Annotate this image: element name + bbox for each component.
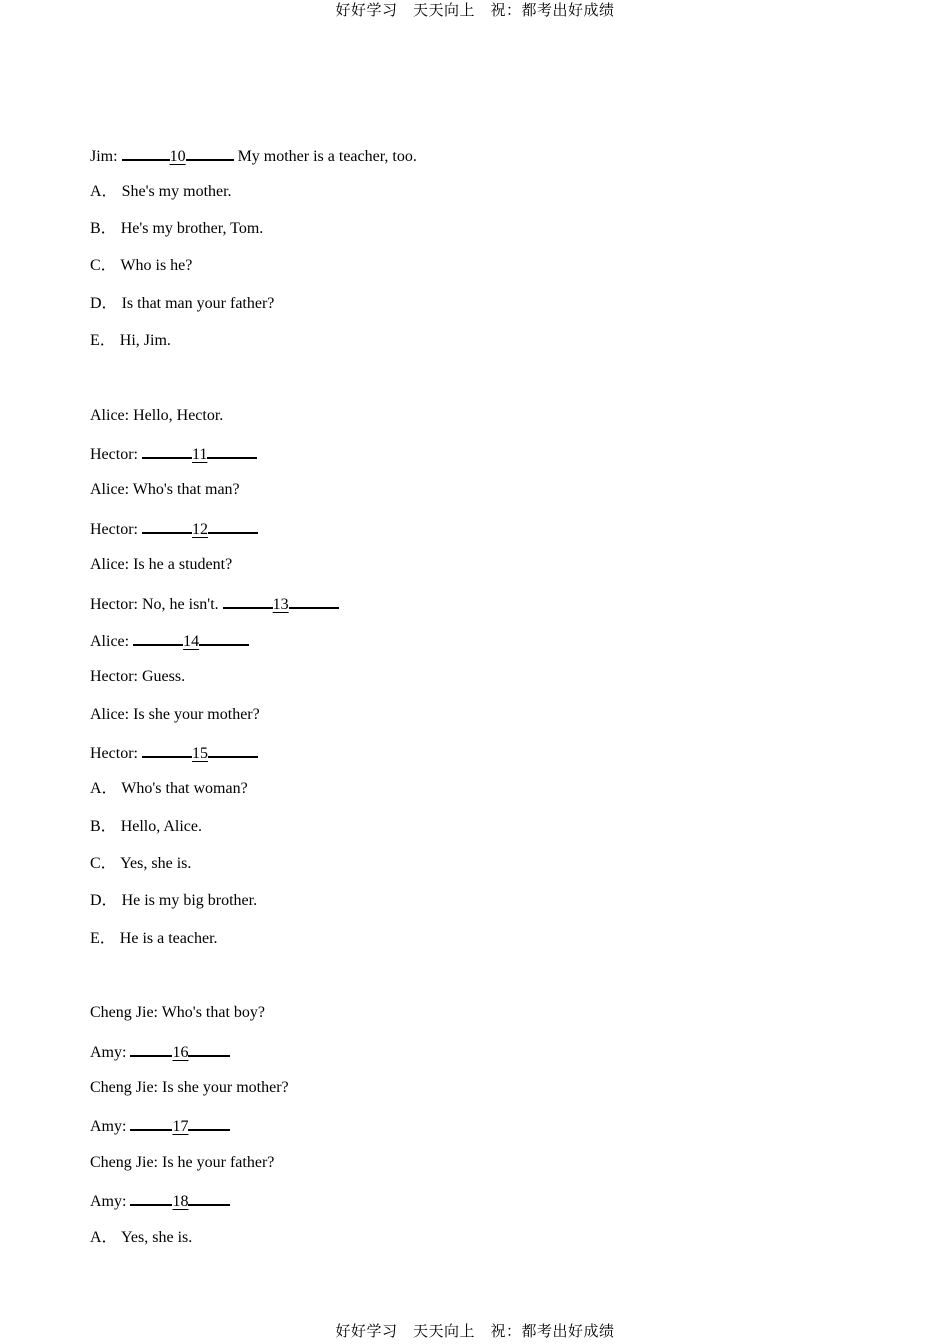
blank-number: 17 xyxy=(172,1118,189,1135)
dialogue-line: Alice: Hello, Hector. xyxy=(90,407,224,424)
option-letter: E． xyxy=(90,930,116,947)
blank-underline xyxy=(186,145,234,161)
speaker-label: Hector: xyxy=(90,446,138,463)
dialogue-line xyxy=(90,1115,230,1137)
blank-number: 11 xyxy=(191,446,208,463)
blank-underline xyxy=(223,593,273,609)
option-letter: A． xyxy=(90,780,118,797)
blank-underline xyxy=(130,1190,172,1206)
option-a xyxy=(90,182,232,202)
blank-number: 15 xyxy=(191,745,208,762)
blank-number: 16 xyxy=(172,1044,189,1061)
dialogue-line xyxy=(90,1190,230,1212)
option-letter: E． xyxy=(90,332,116,349)
blank-number: 18 xyxy=(172,1193,189,1210)
blank-underline xyxy=(122,145,170,161)
option-b xyxy=(90,219,263,239)
option-text: He is my big brother. xyxy=(121,892,258,909)
option-text: Who is he? xyxy=(120,257,193,274)
option-text: Yes, she is. xyxy=(120,1229,193,1246)
option-a xyxy=(90,1228,192,1248)
blank-underline xyxy=(289,593,339,609)
blank-underline xyxy=(130,1115,172,1131)
blank-underline xyxy=(142,443,192,459)
blank-underline xyxy=(208,518,258,534)
blank-number: 13 xyxy=(272,596,289,613)
option-text: Who's that woman? xyxy=(121,780,248,797)
blank-underline xyxy=(199,630,249,646)
option-letter: A． xyxy=(90,183,118,200)
option-text: Is that man your father? xyxy=(121,295,275,312)
option-letter: C． xyxy=(90,855,117,872)
dialogue-line: Cheng Jie: Is she your mother? xyxy=(90,1079,289,1096)
speaker-label: Hector: xyxy=(90,521,138,538)
option-letter: C． xyxy=(90,257,117,274)
dialogue-line: Cheng Jie: Is he your father? xyxy=(90,1154,275,1171)
option-c xyxy=(90,256,192,276)
option-text: She's my mother. xyxy=(121,183,232,200)
speaker-label: Alice: xyxy=(90,633,130,650)
line-text: My mother is a teacher, too. xyxy=(237,148,417,165)
page-header: 好好学习 天天向上 祝：都考出好成绩 xyxy=(335,1,615,19)
option-a xyxy=(90,779,248,799)
dialogue-line xyxy=(90,742,258,764)
option-e xyxy=(90,929,218,949)
dialogue-line: Alice: Is he a student? xyxy=(90,556,233,573)
option-letter: D． xyxy=(90,892,118,909)
option-e xyxy=(90,331,171,351)
option-text: Yes, she is. xyxy=(120,855,192,872)
option-text: Hi, Jim. xyxy=(119,332,171,349)
dialogue-line xyxy=(90,518,258,540)
option-letter: A． xyxy=(90,1229,118,1246)
blank-number: 14 xyxy=(183,633,200,650)
speaker-label: Amy: xyxy=(90,1193,127,1210)
option-text: He is a teacher. xyxy=(119,930,218,947)
blank-underline xyxy=(188,1041,230,1057)
blank-underline xyxy=(130,1041,172,1057)
dialogue-line xyxy=(90,630,249,652)
blank-underline xyxy=(142,518,192,534)
dialogue-line: Hector: Guess. xyxy=(90,668,186,685)
dialogue-line xyxy=(90,1041,230,1063)
speaker-label: Hector: xyxy=(90,745,138,762)
speaker-label: Hector: No, he isn't. xyxy=(90,596,219,613)
speaker-label: Amy: xyxy=(90,1118,127,1135)
dialogue-line xyxy=(90,593,339,615)
blank-underline xyxy=(208,742,258,758)
option-d xyxy=(90,891,257,911)
blank-underline xyxy=(133,630,183,646)
blank-number: 10 xyxy=(169,148,186,165)
dialogue-line: Alice: Who's that man? xyxy=(90,481,240,498)
option-text: Hello, Alice. xyxy=(120,818,202,835)
blank-underline xyxy=(188,1190,230,1206)
dialogue-line xyxy=(90,443,257,465)
speaker-label: Jim: xyxy=(90,148,118,165)
option-b xyxy=(90,817,202,837)
option-letter: B． xyxy=(90,818,117,835)
page-footer: 好好学习 天天向上 祝：都考出好成绩 xyxy=(335,1322,615,1340)
option-d xyxy=(90,294,274,314)
option-letter: D． xyxy=(90,295,118,312)
option-letter: B． xyxy=(90,220,117,237)
option-c xyxy=(90,854,191,874)
dialogue-line-jim xyxy=(90,145,417,167)
option-text: He's my brother, Tom. xyxy=(120,220,264,237)
dialogue-line: Cheng Jie: Who's that boy? xyxy=(90,1004,266,1021)
speaker-label: Amy: xyxy=(90,1044,127,1061)
dialogue-line: Alice: Is she your mother? xyxy=(90,706,260,723)
blank-underline xyxy=(207,443,257,459)
blank-underline xyxy=(142,742,192,758)
blank-underline xyxy=(188,1115,230,1131)
blank-number: 12 xyxy=(191,521,208,538)
